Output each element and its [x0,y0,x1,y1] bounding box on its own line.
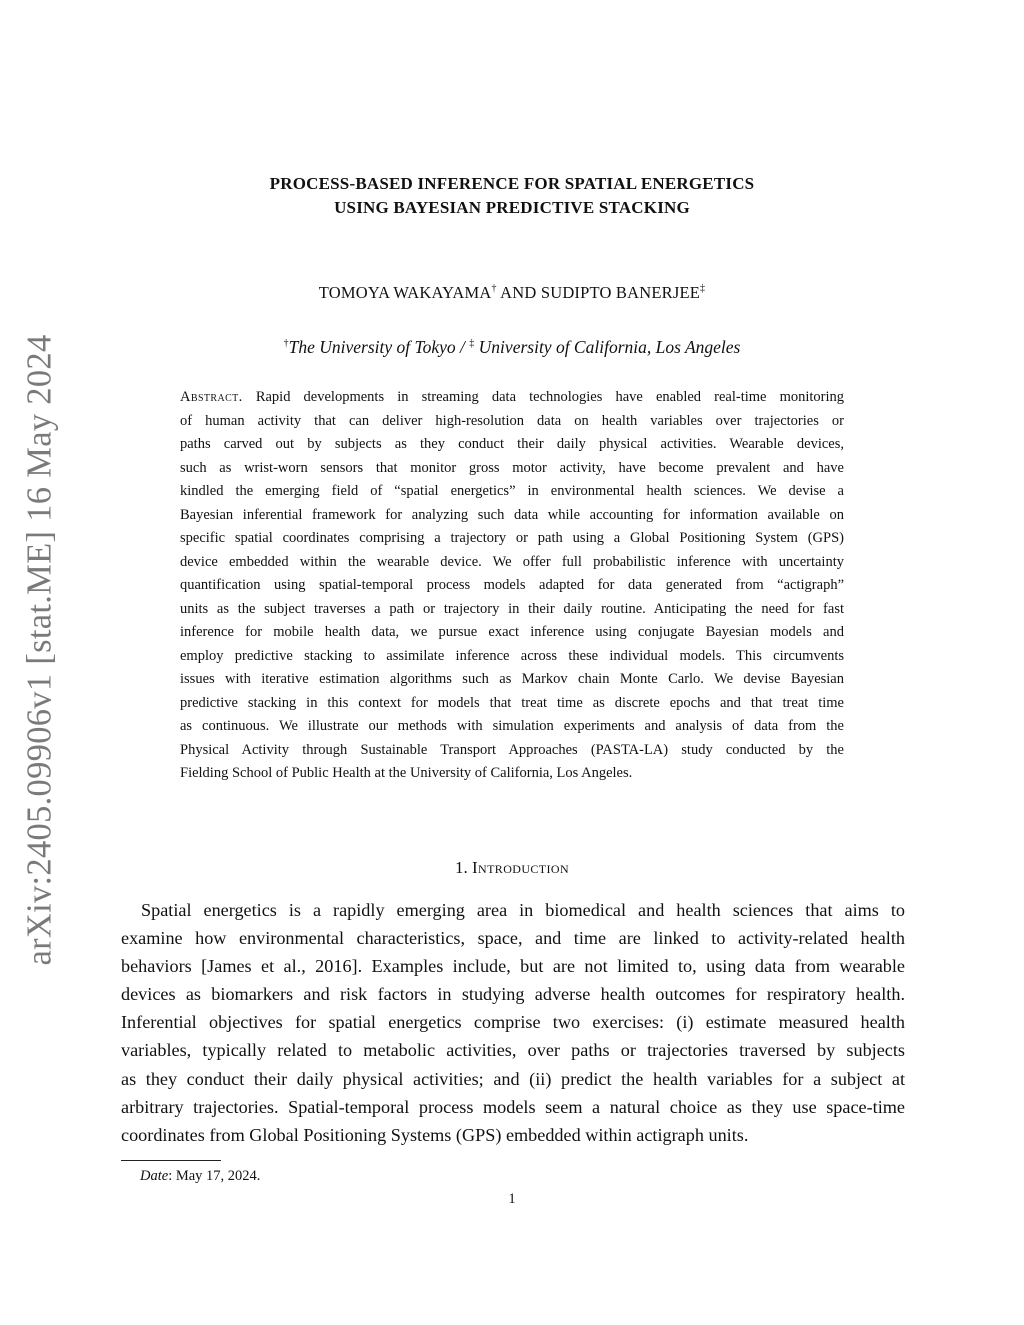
arxiv-stamp-text: arXiv:2405.09906v1 [stat.ME] 16 May 2024 [20,334,59,966]
intro-line: Spatial energetics is a rapidly emerging area in biomedical and health sciences that aims to [141,900,905,920]
abstract-line: kindled the emerging field of “spatial energetics” in environmental health sciences. We devise a [180,483,844,499]
intro-line: arbitrary trajectories. Spatial-temporal process models seem a natural choice as they use space-time [121,1096,905,1117]
abstract-line: device embedded within the wearable device. We offer full probabilistic inference with uncertainty [180,553,844,570]
affiliation-1-mark: † [283,338,289,349]
page-number: 1 [508,1191,516,1207]
intro-line: behaviors [James et al., 2016]. Examples include, but are not limited to, using data from wearable [121,956,905,977]
section-title: Introduction [471,858,570,877]
abstract-line: units as the subject traverses a path or trajectory in their daily routine. Anticipating the need for fast [180,600,844,617]
intro-line: devices as biomarkers and risk factors in studying adverse health outcomes for respiratory health. [121,984,905,1005]
abstract-line: Abstract. Rapid developments in streaming data technologies have enabled real-time monitoring [180,389,845,405]
abstract [180,386,844,786]
footnote-rule [121,1160,221,1161]
footnote [140,1168,260,1185]
intro-line: coordinates from Global Positioning Systems (GPS) embedded within actigraph units. [121,1124,749,1145]
footnote-label: Date [140,1168,169,1184]
affiliation-2: University of California, Los Angeles [474,337,741,357]
section-number: 1. [454,858,468,877]
author-2-mark: ‡ [700,283,706,294]
intro-paragraph [121,896,905,1149]
intro-line: examine how environmental characteristics, space, and time are linked to activity-related health [121,928,905,949]
abstract-line: of human activity that can deliver high-resolution data on health variables over trajectories or [180,412,844,429]
author-2: SUDIPTO BANERJEE [540,283,701,302]
paper-title-line-1: PROCESS-BASED INFERENCE FOR SPATIAL ENERGETICS [269,174,755,193]
intro-line: as they conduct their daily physical activities; and (ii) predict the health variables for a subject at [121,1068,905,1089]
author-list [0,283,1024,303]
abstract-line: Physical Activity through Sustainable Transport Approaches (PASTA-LA) study conducted by the [180,741,844,758]
abstract-line: such as wrist-worn sensors that monitor gross motor activity, have become prevalent and have [180,459,844,476]
section-heading [0,858,1024,878]
footnote-text: : May 17, 2024. [168,1168,261,1184]
abstract-line: inference for mobile health data, we pursue exact inference using conjugate Bayesian models and [180,624,844,640]
abstract-line: predictive stacking in this context for models that treat time as discrete epochs and that treat time [180,694,844,711]
abstract-line: quantification using spatial-temporal process models adapted for data generated from “actigraph” [180,577,844,593]
abstract-line: as continuous. We illustrate our methods with simulation experiments and analysis of data from the [180,718,844,734]
intro-line: Inferential objectives for spatial energetics comprise two exercises: (i) estimate measured health [121,1012,905,1033]
abstract-line: employ predictive stacking to assimilate inference across these individual models. This circumvents [180,647,844,664]
abstract-line: Fielding School of Public Health at the University of California, Los Angeles. [180,765,633,781]
affiliations [0,337,1024,358]
author-connector: AND [496,283,541,302]
abstract-label: Abstract. [180,389,243,405]
abstract-line: issues with iterative estimation algorithms such as Markov chain Monte Carlo. We devise Bayesian [180,671,844,687]
intro-line: variables, typically related to metabolic activities, over paths or trajectories traversed by subjects [121,1040,905,1061]
affiliation-1: The University of Tokyo / [288,337,470,357]
author-1-mark: † [491,283,497,294]
affiliation-2-mark: ‡ [469,338,475,349]
abstract-line: specific spatial coordinates comprising a trajectory or path using a Global Positioning System (GPS) [180,530,844,546]
abstract-line: Bayesian inferential framework for analyzing such data while accounting for information available on [180,506,844,523]
paper-title-line-2: USING BAYESIAN PREDICTIVE STACKING [334,198,690,217]
author-1: TOMOYA WAKAYAMA [318,283,492,302]
abstract-line: paths carved out by subjects as they conduct their daily physical activities. Wearable devices, [180,436,844,452]
